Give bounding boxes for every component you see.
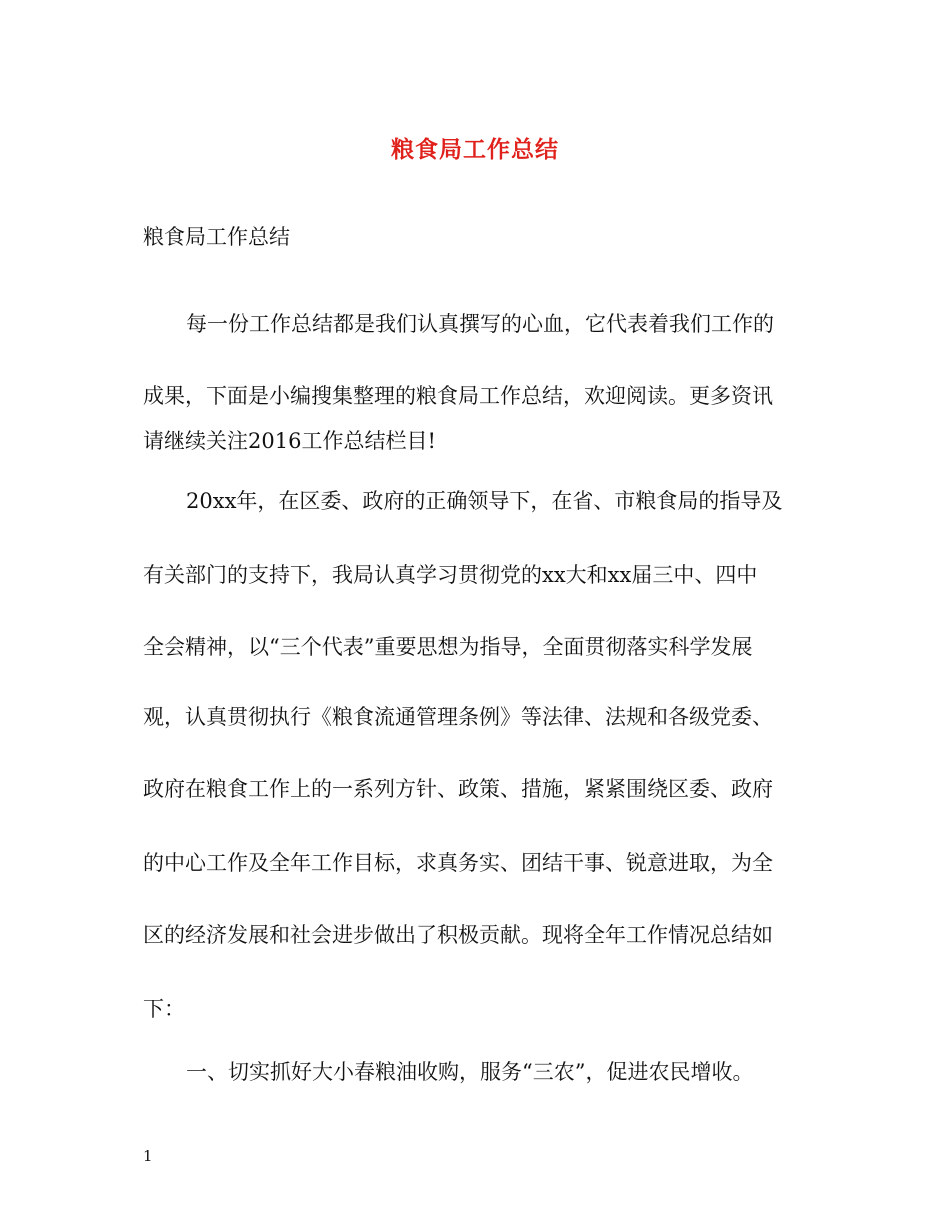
paragraph-line-6: 全会精神，以“三个代表”重要思想为指导，全面贯彻落实科学发展 xyxy=(143,635,753,659)
paragraph-line-11: 下： xyxy=(143,997,185,1021)
paragraph-line-3: 请继续关注2016工作总结栏目! xyxy=(143,429,436,453)
page-number: 1 xyxy=(143,1147,153,1165)
paragraph-line-7: 观，认真贯彻执行《粮食流通管理条例》等法律、法规和各级党委、 xyxy=(143,705,773,729)
paragraph-line-4: 20xx年，在区委、政府的正确领导下，在省、市粮食局的指导及 xyxy=(186,489,783,513)
paragraph-line-8: 政府在粮食工作上的一系列方针、政策、措施，紧紧围绕区委、政府 xyxy=(143,777,773,801)
paragraph-line-1: 每一份工作总结都是我们认真撰写的心血，它代表着我们工作的 xyxy=(186,312,774,336)
document-subtitle: 粮食局工作总结 xyxy=(143,225,290,249)
section-heading-1: 一、切实抓好大小春粮油收购，服务“三农”，促进农民增收。 xyxy=(186,1060,754,1084)
paragraph-line-2: 成果，下面是小编搜集整理的粮食局工作总结，欢迎阅读。更多资讯 xyxy=(143,384,773,408)
paragraph-line-9: 的中心工作及全年工作目标，求真务实、团结干事、锐意进取，为全 xyxy=(143,851,773,875)
paragraph-line-10: 区的经济发展和社会进步做出了积极贡献。现将全年工作情况总结如 xyxy=(143,923,773,947)
paragraph-line-5: 有关部门的支持下，我局认真学习贯彻党的xx大和xx届三中、四中 xyxy=(143,563,758,587)
document-title: 粮食局工作总结 xyxy=(391,136,559,163)
